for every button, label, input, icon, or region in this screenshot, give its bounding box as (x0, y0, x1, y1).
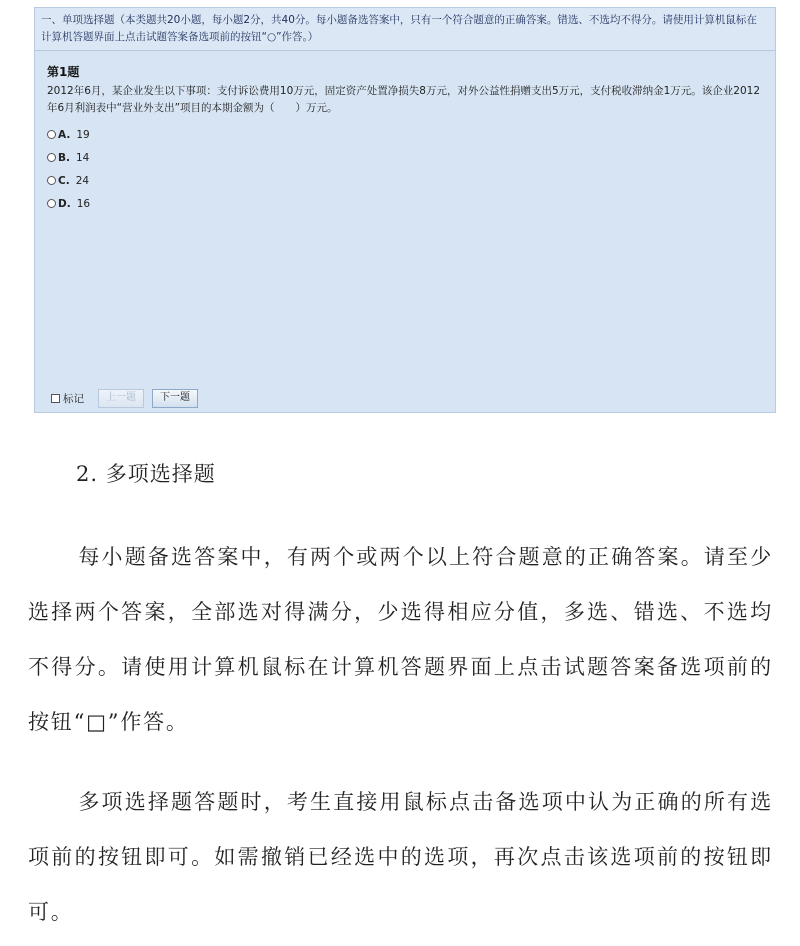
option-a[interactable] (47, 123, 765, 146)
option-letter: B. (58, 151, 70, 164)
radio-button-icon[interactable] (47, 130, 56, 139)
paragraph-answering (28, 775, 773, 940)
option-value: 19 (76, 128, 90, 141)
question-text: 2012年6月，某企业发生以下事项：支付诉讼费用10万元，固定资产处置净损失8万元，对外公益性捐赠支出5万元，支付税收滞纳金1万元。该企业2012年6月利润表中“营业外支出”项目的本期金额为（ ）万元。 (47, 85, 761, 114)
option-value: 14 (76, 151, 90, 164)
radio-button-icon[interactable] (47, 199, 56, 208)
option-letter: C. (58, 174, 70, 187)
paragraph-instructions (28, 530, 773, 750)
section-instructions: 一、单项选择题（本类题共20小题，每小题2分，共40分。每小题备选答案中，只有一个符合题意的正确答案。错选、不选均不得分。请使用计算机鼠标在计算机答题界面上点击试题答案备选项前的按钮“○”作答。） (35, 8, 775, 51)
options-list (47, 123, 765, 215)
radio-button-icon[interactable] (47, 153, 56, 162)
prev-question-button[interactable]: 上一题 (98, 389, 144, 408)
option-b[interactable] (47, 146, 765, 169)
radio-button-icon[interactable] (47, 176, 56, 185)
option-value: 24 (75, 174, 90, 187)
option-value: 16 (76, 197, 91, 210)
option-letter: D. (58, 197, 71, 210)
option-letter: A. (58, 128, 71, 141)
next-question-button[interactable]: 下一题 (152, 389, 198, 408)
mark-label: 标记 (63, 393, 84, 405)
question-title: 第1题 (47, 65, 80, 79)
option-c[interactable] (47, 169, 765, 192)
mark-checkbox[interactable] (51, 394, 60, 403)
paragraph-text: 每小题备选答案中，有两个或两个以上符合题意的正确答案。请至少选择两个答案，全部选对得满分，少选得相应分值，多选、错选、不选均不得分。请使用计算机鼠标在计算机答题界面上点击试题答案备选项前的按钮“□”作答。 (28, 545, 773, 734)
paragraph-text: 多项选择题答题时，考生直接用鼠标点击备选项中认为正确的所有选项前的按钮即可。如需撤销已经选中的选项，再次点击该选项前的按钮即可。 (28, 790, 773, 924)
question-nav-bar (51, 389, 198, 408)
exam-screenshot-panel (34, 7, 776, 413)
question-area (35, 51, 775, 215)
option-d[interactable] (47, 192, 765, 215)
section-heading: 2. 多项选择题 (76, 462, 216, 486)
